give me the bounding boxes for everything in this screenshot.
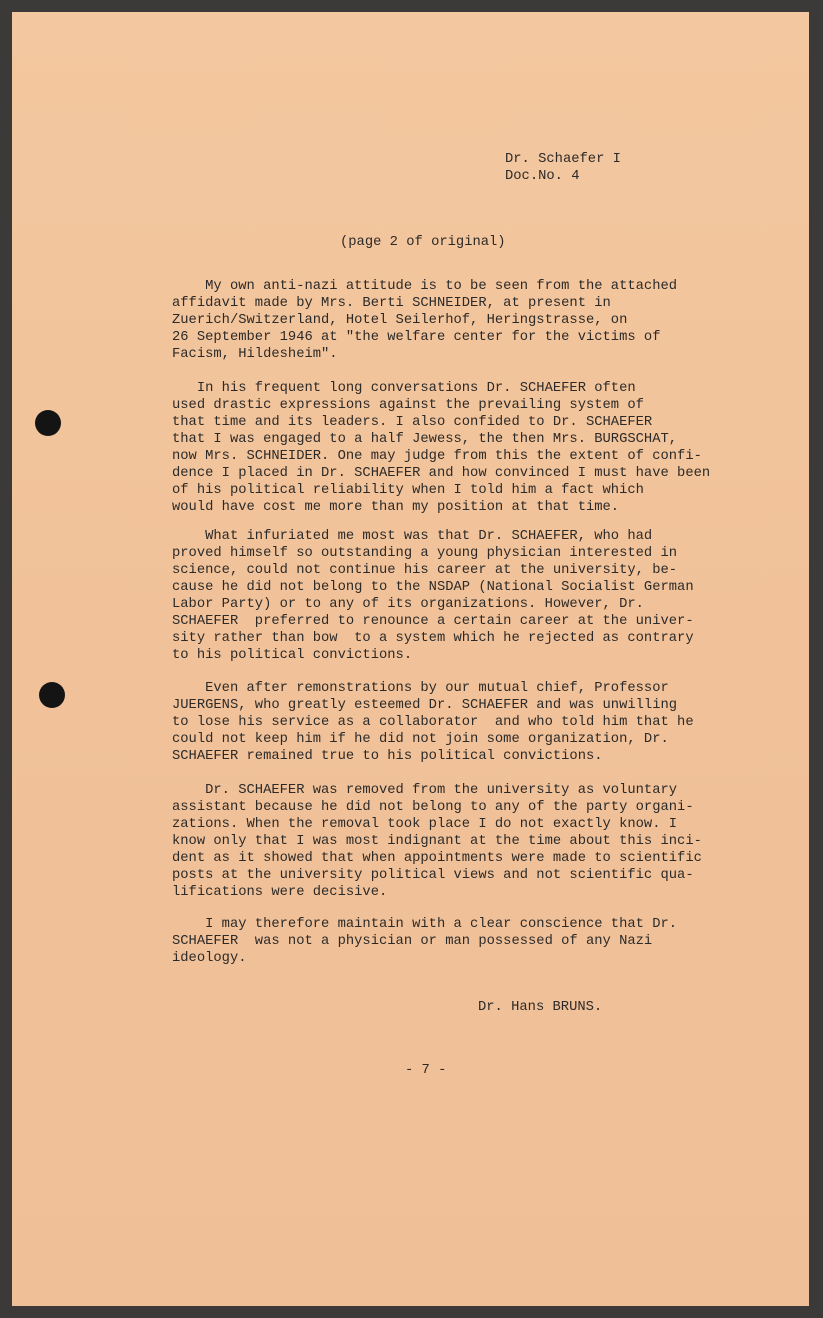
reference-line-2: Doc.No. 4 (505, 169, 580, 184)
reference-line-1: Dr. Schaefer I (505, 152, 621, 167)
punch-hole-top (35, 410, 61, 436)
paragraph-1: My own anti-nazi attitude is to be seen from the attached affidavit made by Mrs. Berti SCHNEIDER, at present in Zuerich/Switzerland, Hotel Seilerhof, Heringstrasse, on 26 September 1946 at "the welfare center for the victims of Facism, Hildesheim". (172, 279, 678, 362)
paragraph-4: Even after remonstrations by our mutual chief, Professor JUERGENS, who greatly esteemed Dr. SCHAEFER and was unwilling to lose his service as a collaborator and who told him that he could not keep him if he did not join some organization, Dr. SCHAEFER remained true to his political convictions. (172, 681, 694, 764)
punch-hole-bottom (39, 682, 65, 708)
paragraph-2: In his frequent long conversations Dr. SCHAEFER often used drastic expressions against the prevailing system of that time and its leaders. I also confided to Dr. SCHAEFER that I was engaged to a half Jewess, the then Mrs. BURGSCHAT, now Mrs. SCHNEIDER. One may judge from this the extent of confi- dence I placed in Dr. SCHAEFER and how convinced I must have been of his political reliability when I told him a fact which would have cost me more than my position at that time. (172, 381, 711, 515)
signature: Dr. Hans BRUNS. (478, 1000, 603, 1015)
page-note: (page 2 of original) (340, 235, 506, 250)
paragraph-3: What infuriated me most was that Dr. SCHAEFER, who had proved himself so outstanding a young physician interested in science, could not continue his career at the university, be- cause he did not belong to the NSDAP (National Socialist German Labor Party) or to any of its organizations. However, Dr. SCHAEFER preferred to renounce a certain career at the univer- sity rather than bow to a system which he rejected as contrary to his political convictions. (172, 529, 694, 663)
page-number: - 7 - (405, 1063, 447, 1078)
paragraph-5: Dr. SCHAEFER was removed from the university as voluntary assistant because he did not belong to any of the party organi- zations. When the removal took place I do not exactly know. I know only that I was most indignant at the time about this inci- dent as it showed that when appointments were made to scientific posts at the university political views and not scientific qua- lifications were decisive. (172, 783, 702, 900)
paragraph-6: I may therefore maintain with a clear conscience that Dr. SCHAEFER was not a physician or man possessed of any Nazi ideology. (172, 917, 678, 966)
document-page (12, 12, 809, 1306)
document-reference (505, 151, 621, 185)
